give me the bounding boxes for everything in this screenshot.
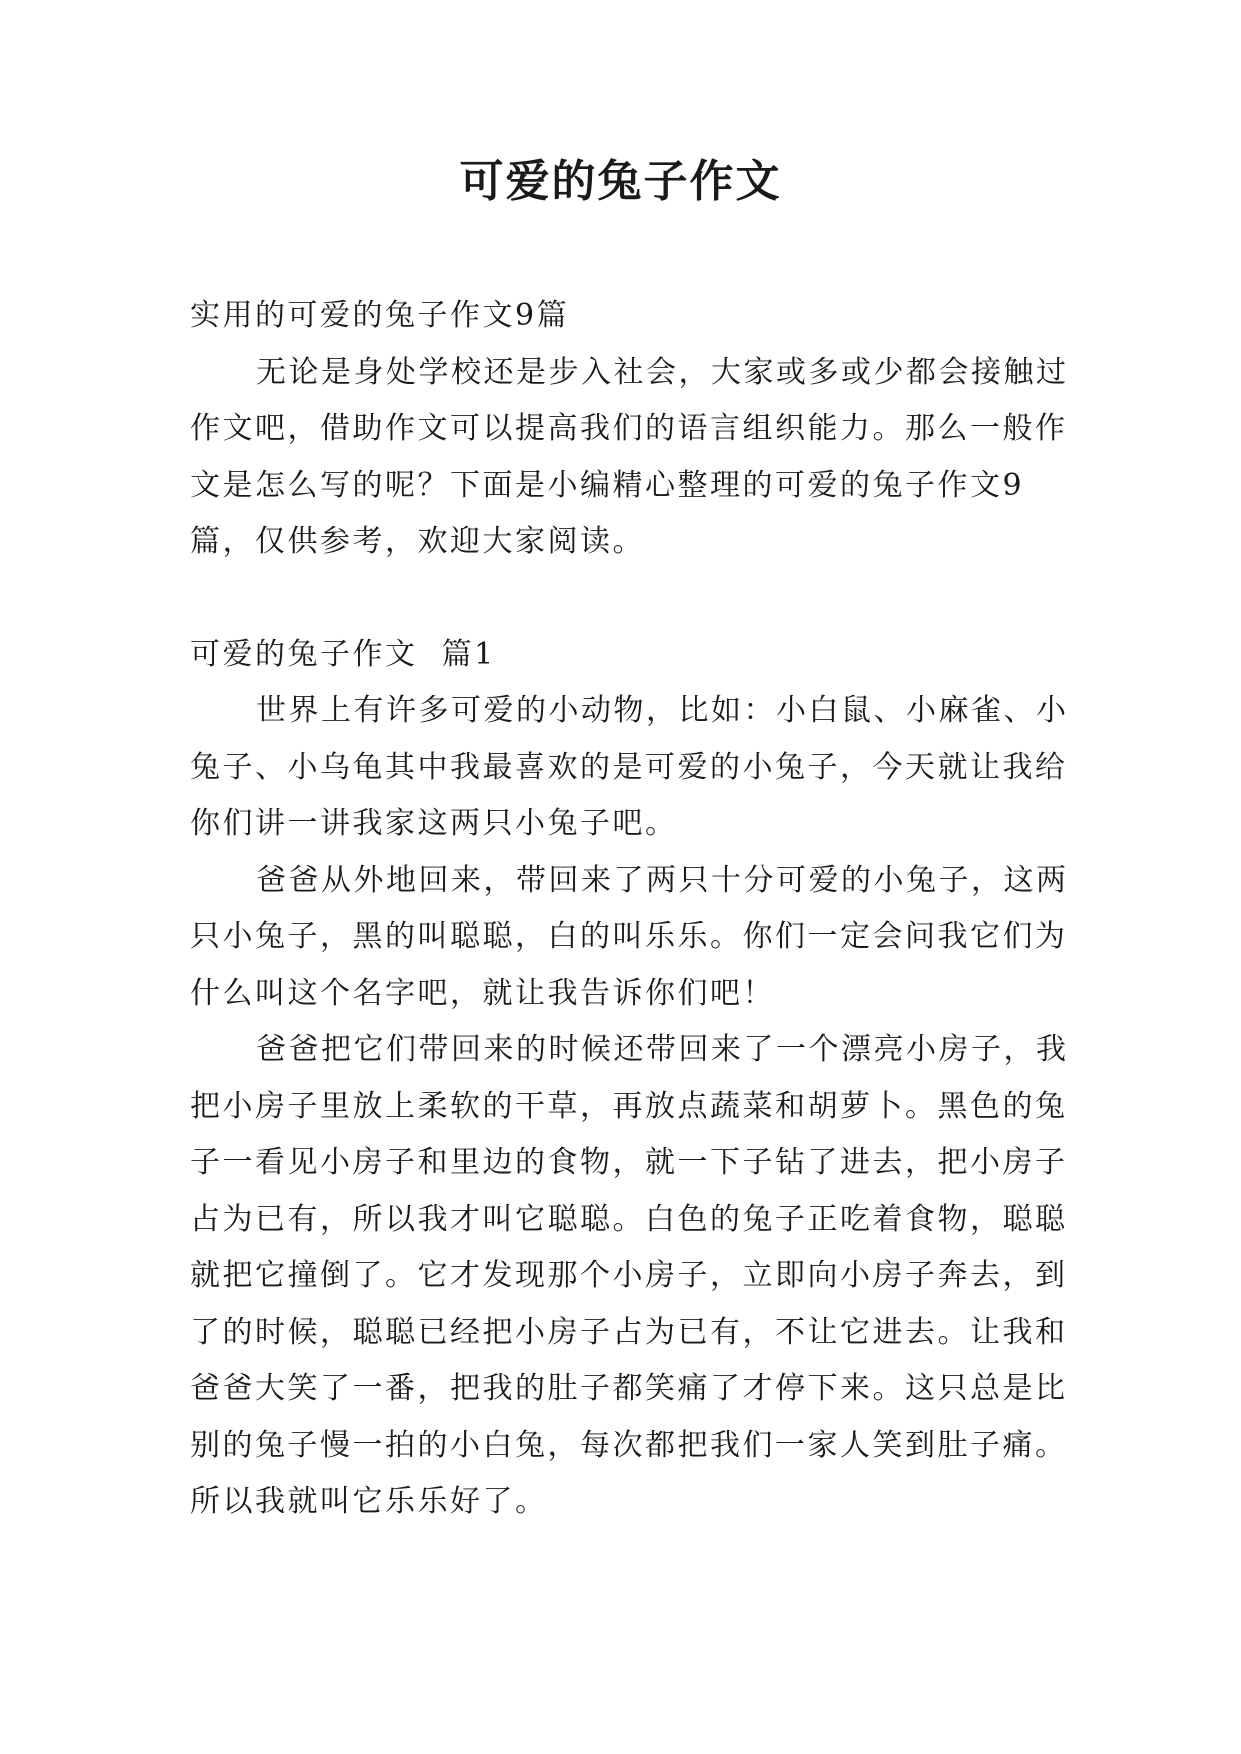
- section-spacer: [190, 571, 1070, 627]
- intro-paragraph: 无论是身处学校还是步入社会，大家或多或少都会接触过作文吧，借助作文可以提高我们的语言组织能力。那么一般作文是怎么写的呢？下面是小编精心整理的可爱的兔子作文9篇，仅供参考，欢迎大家阅读。: [190, 354, 1069, 559]
- collection-subtitle: 实用的可爱的兔子作文9篇: [190, 298, 570, 333]
- body-paragraph: 世界上有许多可爱的小动物，比如：小白鼠、小麻雀、小兔子、小乌龟其中我最喜欢的是可爱的小兔子，今天就让我给你们讲一讲我家这两只小兔子吧。: [190, 693, 1069, 841]
- section-heading: 可爱的兔子作文 篇1: [190, 636, 496, 672]
- body-paragraph: 爸爸从外地回来，带回来了两只十分可爱的小兔子，这两只小兔子，黑的叫聪聪，白的叫乐乐。你们一定会问我它们为什么叫这个名字吧，就让我告诉你们吧！: [190, 862, 1069, 1011]
- document-title: 可爱的兔子作文: [459, 156, 782, 207]
- body-paragraph: 爸爸把它们带回来的时候还带回来了一个漂亮小房子，我把小房子里放上柔软的干草，再放点蔬菜和胡萝卜。黑色的兔子一看见小房子和里边的食物，就一下子钻了进去，把小房子占为已有，所以我才叫它聪聪。白色的兔子正吃着食物，聪聪就把它撞倒了。它才发现那个小房子，立即向小房子奔去，到了的时候，聪聪已经把小房子占为已有，不让它进去。让我和爸爸大笑了一番，把我的肚子都笑痛了才停下来。这只总是比别的兔子慢一拍的小白兔，每次都把我们一家人笑到肚子痛。所以我就叫它乐乐好了。: [190, 1032, 1069, 1519]
- document-body: [190, 288, 1070, 1531]
